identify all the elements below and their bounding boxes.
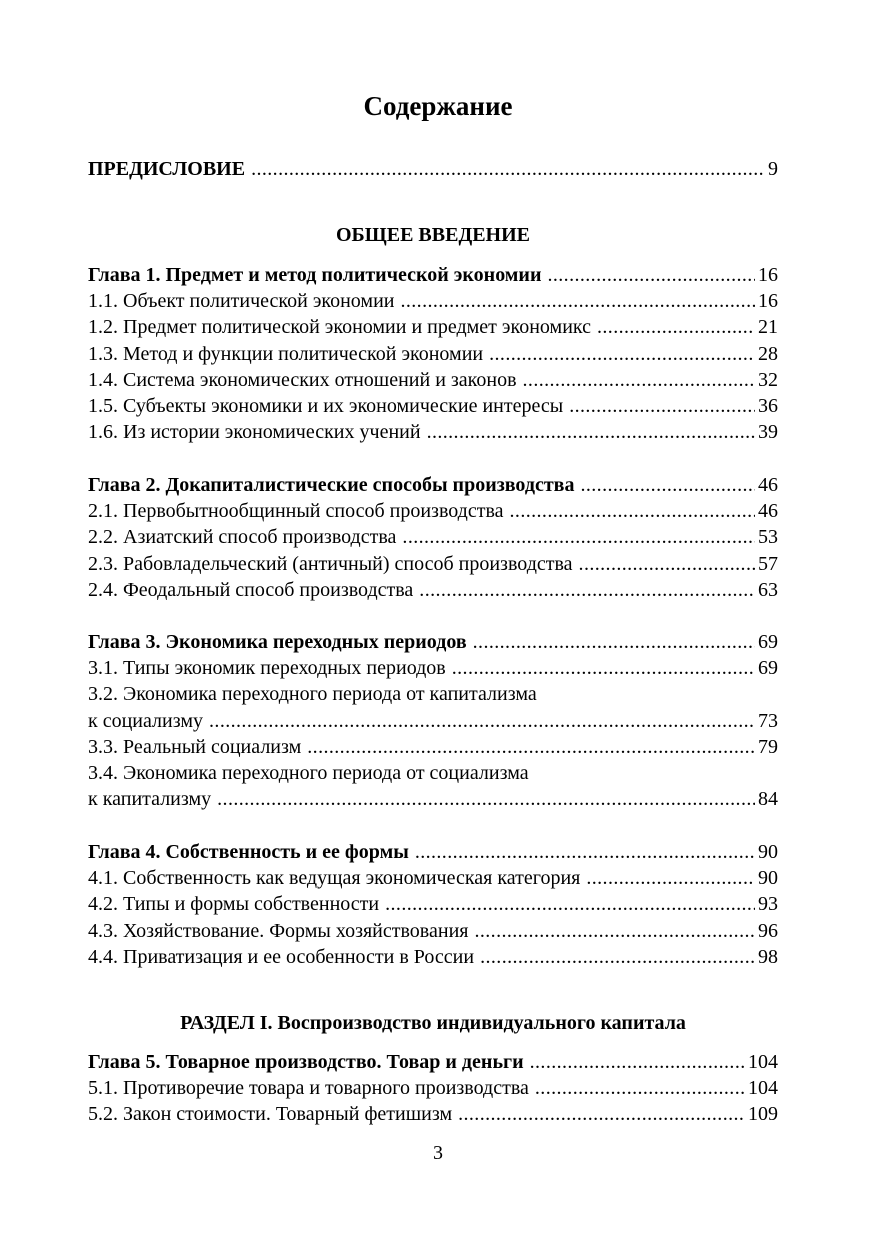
toc-entry bbox=[88, 393, 778, 419]
entry-title: Глава 3. Экономика переходных периодов bbox=[88, 631, 467, 653]
toc-chapter-entry bbox=[88, 1049, 778, 1075]
entry-title: 1.6. Из истории экономических учений bbox=[88, 421, 421, 444]
dot-leader bbox=[473, 629, 755, 655]
dot-leader bbox=[535, 1075, 745, 1101]
entry-page: 39 bbox=[758, 421, 778, 444]
entry-page: 9 bbox=[768, 158, 778, 180]
entry-page: 28 bbox=[758, 342, 778, 365]
toc-entry bbox=[88, 341, 778, 367]
toc-chapter-3 bbox=[88, 629, 778, 812]
entry-title: 1.3. Метод и функции политической экономии bbox=[88, 342, 484, 365]
dot-leader bbox=[580, 472, 755, 498]
dot-leader bbox=[217, 786, 755, 812]
entry-page: 90 bbox=[758, 867, 778, 890]
entry-title: 3.1. Типы экономик переходных периодов bbox=[88, 657, 446, 680]
dot-leader bbox=[569, 393, 755, 419]
entry-page: 79 bbox=[758, 735, 778, 758]
toc-chapter-entry bbox=[88, 262, 778, 288]
entry-title: 5.1. Противоречие товара и товарного производства bbox=[88, 1077, 529, 1100]
entry-title: 2.4. Феодальный способ производства bbox=[88, 578, 414, 601]
entry-page: 96 bbox=[758, 919, 778, 942]
dot-leader bbox=[489, 341, 755, 367]
entry-page: 104 bbox=[748, 1051, 778, 1073]
dot-leader bbox=[402, 524, 755, 550]
entry-title: 2.2. Азиатский способ производства bbox=[88, 526, 397, 549]
page-number: 3 bbox=[433, 1142, 443, 1164]
entry-page: 36 bbox=[758, 394, 778, 417]
entry-page: 53 bbox=[758, 526, 778, 549]
entry-page: 84 bbox=[758, 788, 778, 811]
entry-title: ПРЕДИСЛОВИЕ bbox=[88, 158, 246, 180]
dot-leader bbox=[510, 498, 755, 524]
toc-entry bbox=[88, 865, 778, 891]
entry-title: к социализму bbox=[88, 709, 204, 732]
entry-page: 104 bbox=[748, 1077, 778, 1100]
entry-title: 4.3. Хозяйствование. Формы хозяйствования bbox=[88, 919, 469, 942]
entry-page: 73 bbox=[758, 709, 778, 732]
toc-chapter-entry bbox=[88, 629, 778, 655]
toc-entry bbox=[88, 655, 778, 681]
toc-entry bbox=[88, 156, 778, 182]
dot-leader bbox=[415, 839, 755, 865]
dot-leader bbox=[251, 156, 765, 182]
dot-leader bbox=[474, 918, 755, 944]
toc-entry bbox=[88, 577, 778, 603]
entry-page: 32 bbox=[758, 368, 778, 391]
dot-leader bbox=[385, 891, 755, 917]
entry-title: 2.1. Первобытнообщинный способ производства bbox=[88, 500, 504, 523]
toc-chapter-2 bbox=[88, 472, 778, 603]
dot-leader bbox=[209, 708, 755, 734]
entry-title: Глава 5. Товарное производство. Товар и деньги bbox=[88, 1051, 524, 1073]
entry-title: 5.2. Закон стоимости. Товарный фетишизм bbox=[88, 1103, 453, 1126]
entry-page: 93 bbox=[758, 893, 778, 916]
toc-entry bbox=[88, 367, 778, 393]
toc-entry bbox=[88, 419, 778, 445]
entry-title: 3.3. Реальный социализм bbox=[88, 735, 302, 758]
dot-leader bbox=[307, 734, 755, 760]
entry-title: Глава 2. Докапиталистические способы производства bbox=[88, 474, 575, 496]
toc-entry-line bbox=[88, 681, 778, 707]
dot-leader bbox=[597, 314, 755, 340]
dot-leader bbox=[547, 262, 755, 288]
entry-page: 16 bbox=[758, 264, 778, 286]
entry-title: 1.1. Объект политической экономии bbox=[88, 290, 395, 313]
toc-entry bbox=[88, 1101, 778, 1127]
entry-title: к капитализму bbox=[88, 788, 212, 811]
entry-title: Глава 4. Собственность и ее формы bbox=[88, 841, 409, 863]
page-title: Содержание bbox=[363, 91, 513, 121]
toc-entry bbox=[88, 734, 778, 760]
toc-chapter-1 bbox=[88, 262, 778, 445]
entry-title: 1.4. Система экономических отношений и законов bbox=[88, 368, 517, 391]
toc-entry-line bbox=[88, 760, 778, 786]
entry-title: Глава 1. Предмет и метод политической экономии bbox=[88, 264, 542, 286]
toc-entry bbox=[88, 708, 778, 734]
toc-entry bbox=[88, 786, 778, 812]
section-heading-general-intro: ОБЩЕЕ ВВЕДЕНИЕ bbox=[336, 224, 530, 246]
toc-entry bbox=[88, 891, 778, 917]
toc-entry bbox=[88, 524, 778, 550]
dot-leader bbox=[579, 551, 755, 577]
entry-page: 63 bbox=[758, 578, 778, 601]
toc-entry bbox=[88, 1075, 778, 1101]
dot-leader bbox=[523, 367, 755, 393]
dot-leader bbox=[427, 419, 755, 445]
toc-chapter-5 bbox=[88, 1049, 778, 1128]
entry-page: 69 bbox=[758, 631, 778, 653]
entry-page: 21 bbox=[758, 316, 778, 339]
entry-title: 4.1. Собственность как ведущая экономическая категория bbox=[88, 867, 581, 890]
toc-entry bbox=[88, 314, 778, 340]
dot-leader bbox=[419, 577, 755, 603]
toc-chapter-4 bbox=[88, 839, 778, 970]
dot-leader bbox=[458, 1101, 745, 1127]
toc-preface bbox=[88, 156, 778, 182]
section-heading-section-1: РАЗДЕЛ I. Воспроизводство индивидуального капитала bbox=[180, 1012, 686, 1034]
entry-page: 57 bbox=[758, 552, 778, 575]
toc-chapter-entry bbox=[88, 472, 778, 498]
toc-entry bbox=[88, 551, 778, 577]
toc-entry bbox=[88, 498, 778, 524]
entry-title: 3.4. Экономика переходного периода от социализма bbox=[88, 761, 529, 784]
dot-leader bbox=[480, 944, 755, 970]
entry-page: 109 bbox=[748, 1103, 778, 1126]
entry-page: 16 bbox=[758, 290, 778, 313]
entry-page: 90 bbox=[758, 841, 778, 863]
dot-leader bbox=[530, 1049, 745, 1075]
toc-entry bbox=[88, 288, 778, 314]
dot-leader bbox=[586, 865, 755, 891]
dot-leader bbox=[400, 288, 755, 314]
entry-title: 1.2. Предмет политической экономии и предмет экономикс bbox=[88, 316, 591, 339]
entry-title: 3.2. Экономика переходного периода от капитализма bbox=[88, 683, 537, 706]
dot-leader bbox=[452, 655, 755, 681]
entry-page: 69 bbox=[758, 657, 778, 680]
entry-title: 1.5. Субъекты экономики и их экономические интересы bbox=[88, 394, 564, 417]
toc-entry bbox=[88, 918, 778, 944]
entry-page: 98 bbox=[758, 945, 778, 968]
entry-page: 46 bbox=[758, 500, 778, 523]
toc-chapter-entry bbox=[88, 839, 778, 865]
toc-entry bbox=[88, 944, 778, 970]
entry-title: 4.2. Типы и формы собственности bbox=[88, 893, 380, 916]
entry-title: 2.3. Рабовладельческий (античный) способ производства bbox=[88, 552, 573, 575]
entry-title: 4.4. Приватизация и ее особенности в России bbox=[88, 945, 475, 968]
entry-page: 46 bbox=[758, 474, 778, 496]
